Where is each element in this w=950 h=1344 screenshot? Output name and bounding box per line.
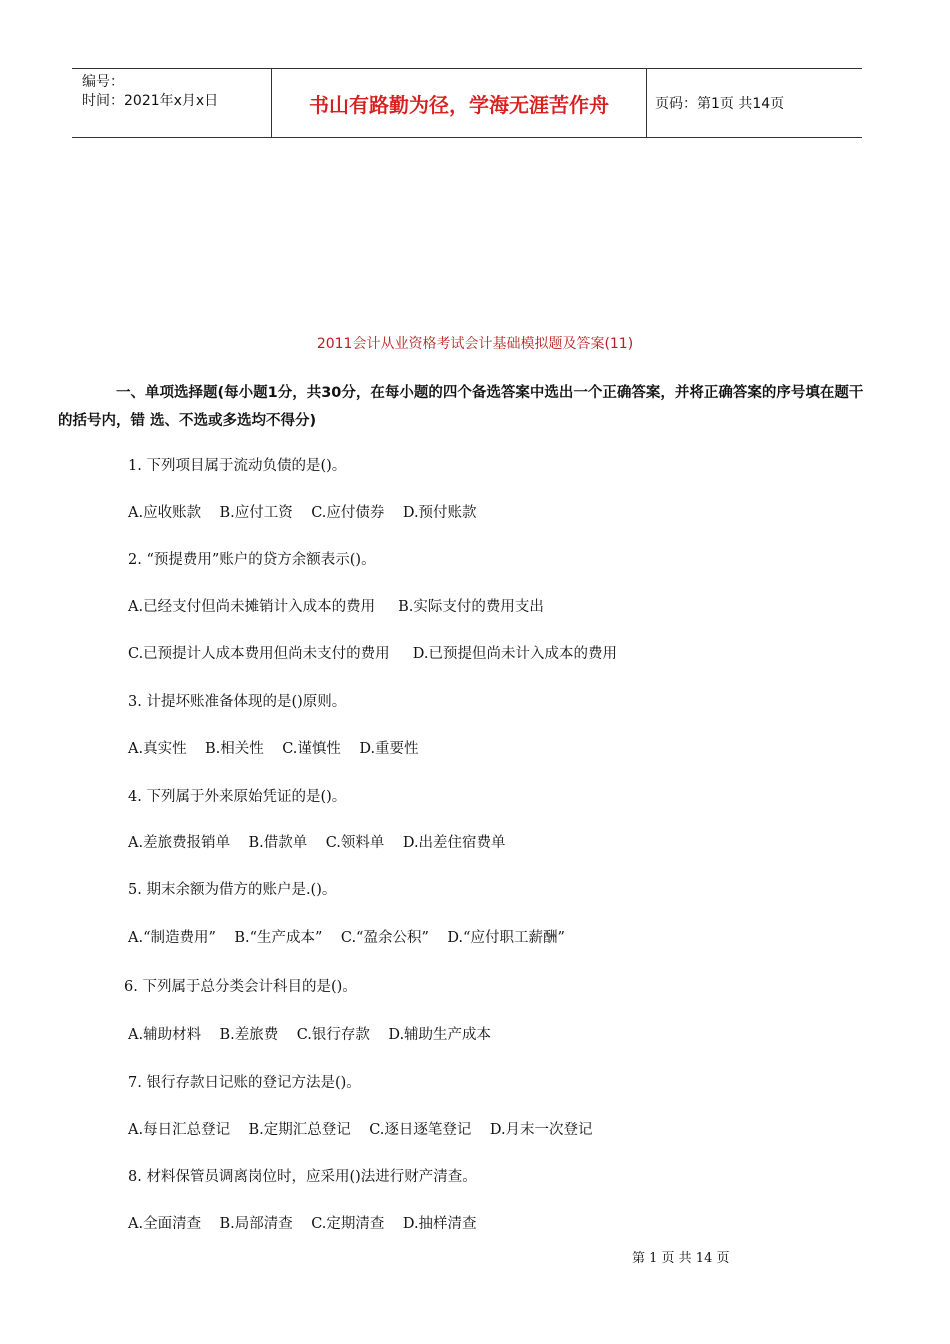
question-1: 1. 下列项目属于流动负债的是()。 [128, 458, 347, 474]
header-motto: 书山有路勤为径，学海无涯苦作舟 [272, 69, 647, 137]
doc-title: 2011会计从业资格考试会计基础模拟题及答案(11) [316, 336, 634, 352]
page-header [72, 68, 862, 138]
question-1-options: A.应收账款 B.应付工资 C.应付债券 D.预付账款 [128, 505, 477, 521]
question-5: 5. 期末余额为借方的账户是.()。 [128, 882, 337, 898]
section-heading: 一、单项选择题(每小题1分，共30分，在每小题的四个备选答案中选出一个正确答案，并将正确答案的序号填在题干的括号内，错 选、不选或多选均不得分) [58, 385, 864, 429]
question-2-options-2: C.已预提计人成本费用但尚未支付的费用 D.已预提但尚未计入成本的费用 [128, 646, 617, 662]
question-7: 7. 银行存款日记账的登记方法是()。 [128, 1075, 361, 1091]
header-number: 编号： [82, 74, 124, 90]
question-8: 8. 材料保管员调离岗位时，应采用()法进行财产清查。 [128, 1169, 477, 1185]
question-6: 6. 下列属于总分类会计科目的是()。 [124, 979, 357, 995]
header-page-info: 页码：第1页 共14页 [655, 96, 785, 112]
question-8-options: A.全面清查 B.局部清查 C.定期清查 D.抽样清查 [128, 1216, 477, 1232]
question-7-options: A.每日汇总登记 B.定期汇总登记 C.逐日逐笔登记 D.月末一次登记 [128, 1122, 593, 1138]
question-2: 2. “预提费用”账户的贷方余额表示()。 [128, 552, 376, 568]
question-4: 4. 下列属于外来原始凭证的是()。 [128, 789, 347, 805]
question-3: 3. 计提坏账准备体现的是()原则。 [128, 694, 347, 710]
header-meta [72, 69, 272, 137]
question-2-options-1: A.已经支付但尚未摊销计入成本的费用 B.实际支付的费用支出 [128, 599, 544, 615]
question-4-options: A.差旅费报销单 B.借款单 C.领料单 D.出差住宿费单 [128, 835, 506, 851]
header-time: 时间：2021年x月x日 [82, 93, 219, 109]
page-footer: 第 1 页 共 14 页 [632, 1251, 730, 1266]
question-5-options: A.“制造费用” B.“生产成本” C.“盈余公积” D.“应付职工薪酬” [128, 930, 565, 946]
question-6-options: A.辅助材料 B.差旅费 C.银行存款 D.辅助生产成本 [128, 1027, 492, 1043]
question-3-options: A.真实性 B.相关性 C.谨慎性 D.重要性 [128, 741, 419, 757]
